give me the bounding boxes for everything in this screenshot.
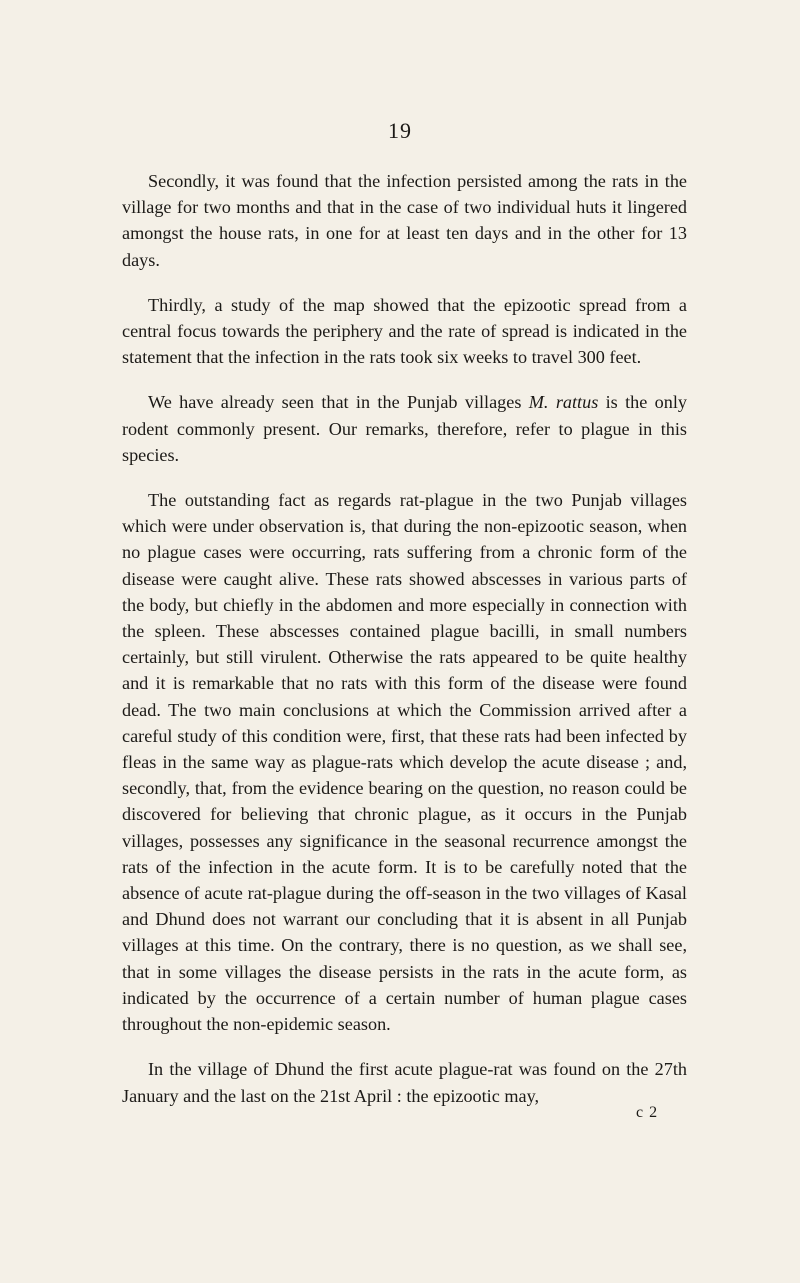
paragraph-rattus (122, 389, 687, 468)
signature-mark: c 2 (636, 1104, 659, 1121)
species-name: M. rattus (528, 392, 599, 413)
paragraph-outstanding-fact: The outstanding fact as regards rat-plague in the two Punjab villages which were under observation is, that during the non-epizootic season, when no plague cases were occurring, rats suffering from a chronic form of the disease were caught alive. These rats showed abscesses in various parts of the body, but chiefly in the abdomen and more especially in connection with the spleen. These abscesses contained plague bacilli, in small numbers certainly, but still virulent. Otherwise the rats appeared to be quite healthy and it is remarkable that no rats with this form of the disease were found dead. The two main conclusions at which the Commission arrived after a careful study of this condition were, first, that these rats had been infected by fleas in the same way as plague-rats which develop the acute disease ; and, secondly, that, from the evidence bearing on the question, no reason could be discovered for believing that chronic plague, as it occurs in the Punjab villages, possesses any significance in the seasonal recurrence amongst the rats of the infection in the acute form. It is to be carefully noted that the absence of acute rat-plague during the off-season in the two villages of Kasal and Dhund does not warrant our concluding that it is absent in all Punjab villages at this time. On the contrary, there is no question, as we shall see, that in some villages the disease persists in the rats in the acute form, as indicated by the occurrence of a certain number of human plague cases throughout the non-epidemic season. (122, 490, 687, 1035)
paragraph-rattus-before: We have already seen that in the Punjab villages (148, 392, 529, 413)
paragraph-dhund: In the village of Dhund the first acute plague-rat was found on the 27th January and the last on the 21st April : the epizootic may, (122, 1059, 687, 1106)
body-text (122, 168, 687, 1128)
paragraph-thirdly: Thirdly, a study of the map showed that the epizootic spread from a central focus towards the periphery and the rate of spread is indicated in the statement that the infection in the rats took six weeks to travel 300 feet. (122, 294, 687, 368)
page-number: 19 (388, 118, 412, 143)
paragraph-rattus-after: is the only rodent commonly present. Our remarks, therefore, refer to plague in this species. (122, 392, 687, 465)
paragraph-secondly: Secondly, it was found that the infection persisted among the rats in the village for two months and that in the case of two individual huts it lingered amongst the house rats, in one for at least ten days and in the other for 13 days. (122, 171, 687, 270)
